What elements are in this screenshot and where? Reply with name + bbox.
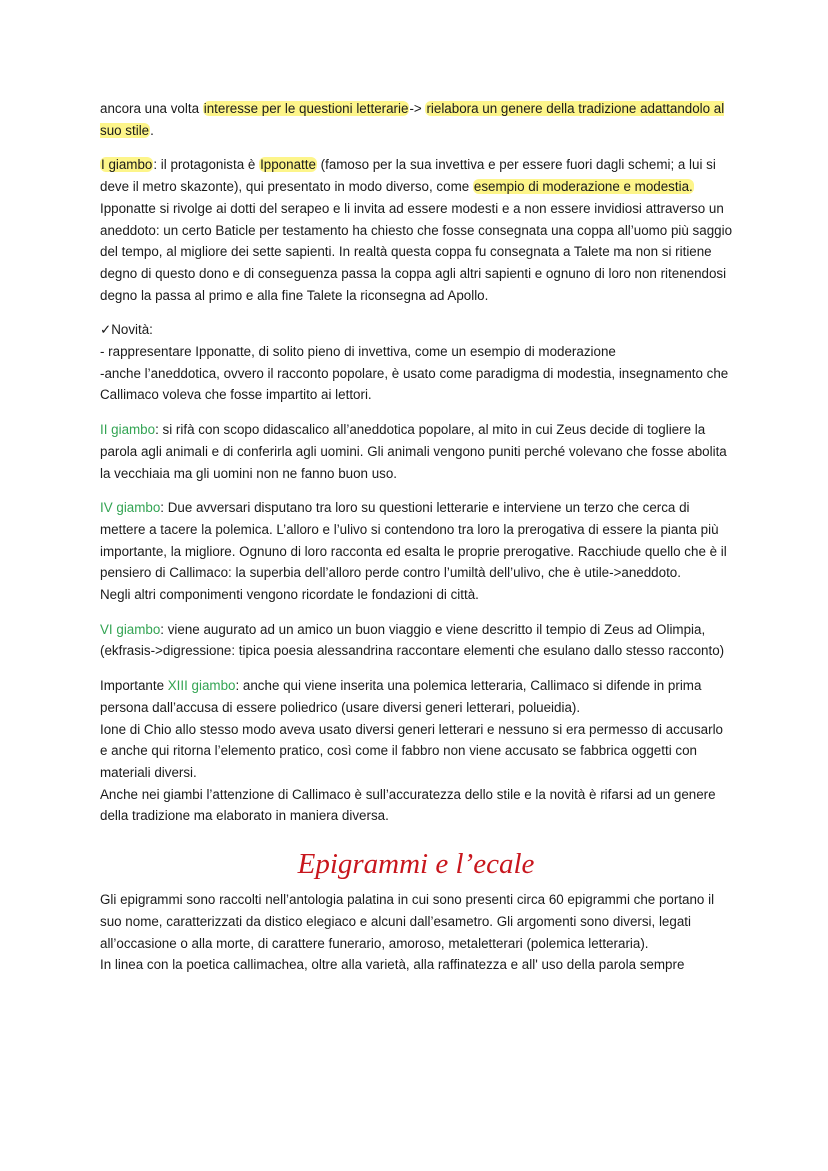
intro-text: ancora una volta	[100, 101, 203, 116]
highlight-rielabora: rielabora un genere della tradizione adattandolo al suo stile	[100, 101, 725, 138]
giambo-4-text: : Due avversari disputano tra loro su questioni letterarie e interviene un terzo che cerca di mettere a tacere la polemica. L’alloro e l’ulivo si contendono tra loro la prerogativa di essere la pianta più importante, la migliore. Ognuno di loro racconta ed esalta le proprie prerogative. Racchiude quello che è il pensiero di Callimaco: la superbia dell’alloro perde contro l’umiltà dell’ulivo, che è utile->aneddoto.	[100, 500, 727, 581]
giambo-13-paragraph	[100, 675, 732, 827]
section-title-wrap	[100, 847, 732, 881]
document-page	[100, 98, 732, 989]
highlight-moderazione: esempio di moderazione e modestia.	[473, 179, 693, 195]
giambo-1-text-b: (famoso per la sua invettiva e per essere fuori dagli schemi; a lui si deve il metro skazonte), qui presentato in modo diverso, come	[100, 157, 716, 195]
giambo-4-label: IV giambo	[100, 500, 161, 516]
epigrammi-line-2: In linea con la poetica callimachea, oltre alla varietà, alla raffinatezza e all' uso della parola sempre	[100, 957, 685, 973]
giambo-4-paragraph	[100, 497, 732, 606]
giambo-6-label: VI giambo	[100, 621, 161, 637]
giambo-1-label: I giambo	[101, 157, 153, 173]
epigrammi-text: Gli epigrammi sono raccolti nell’antologia palatina in cui sono presenti circa 60 epigrammi che portano il suo nome, caratterizzati da distico elegiaco e alcuni dall’esametro. Gli argomenti sono diversi, legati all’occasione o alla morte, di carattere funerario, amoroso, metaletterari (polemica letteraria).	[100, 892, 715, 951]
giambo-2-paragraph	[100, 419, 732, 484]
novita-paragraph	[100, 319, 732, 406]
giambo-2-label: II giambo	[100, 422, 156, 438]
giambo-6-paragraph	[100, 619, 732, 662]
giambo-6-text: : viene augurato ad un amico un buon viaggio e viene descritto il tempio di Zeus ad Olimpia, (ekfrasis->digressione: tipica poesia alessandrina raccontare elementi che esulano dallo stesso racconto)	[100, 621, 725, 659]
giambo-13-line-3: Anche nei giambi l’attenzione di Callimaco è sull’accuratezza dello stile e la novità è rifarsi ad un genere della tradizione ma elaborato in maniera diversa.	[100, 786, 716, 824]
giambo-1-text-c: Ipponatte si rivolge ai dotti del serapeo e li invita ad essere modesti e a non essere invidiosi attraverso un aneddoto: un certo Baticle per testamento ha chiesto che fosse consegnata una coppa all’uomo più saggio del tempo, al migliore dei sette sapienti. In realtà questa coppa fu consegnata a Talete ma non si ritiene degno di questo dono e di conseguenza passa la coppa agli altri sapienti e ognuno di loro non ritenendosi degno la passa al primo e alla fine Talete la riconsegna ad Apollo.	[100, 200, 733, 303]
intro-paragraph	[100, 98, 732, 141]
highlight-interesse: interesse per le questioni letterarie	[203, 101, 409, 116]
giambo-2-text: : si rifà con scopo didascalico all’aneddotica popolare, al mito in cui Zeus decide di togliere la parola agli animali e di conferirla agli uomini. Gli animali vengono puniti perché volevano che fosse abolita la vecchiaia ma gli uomini non ne fanno buon uso.	[100, 422, 727, 481]
giambo-1-text-a: : il protagonista è	[153, 157, 260, 173]
section-title: Epigrammi e l’ecale	[297, 848, 535, 881]
arrow-text: ->	[409, 101, 426, 116]
giambo-13-label: XIII giambo	[167, 678, 236, 694]
giambo-1-paragraph	[100, 154, 732, 306]
novita-line-2: -anche l’aneddotica, ovvero il racconto popolare, è usato come paradigma di modestia, insegnamento che Callimaco voleva che fosse impartito ai lettori.	[100, 365, 729, 403]
giambo-13-line-2: Ione di Chio allo stesso modo aveva usato diversi generi letterari e nessuno si era permesso di accusarlo e anche qui ritorna l’elemento pratico, così come il fabbro non viene accusato se fabbrica oggetti con materiali diversi.	[100, 721, 723, 780]
novita-heading: ✓Novità:	[100, 322, 153, 338]
novita-line-1: - rappresentare Ipponatte, di solito pieno di invettiva, come un esempio di moderazione	[100, 344, 616, 360]
period: .	[150, 122, 154, 138]
epigrammi-paragraph	[100, 889, 732, 976]
giambo-13-text: : anche qui viene inserita una polemica letteraria, Callimaco si difende in prima persona dall’accusa di essere poliedrico (usare diversi generi letterari, polueidia).	[100, 678, 702, 715]
giambo-4-extra: Negli altri componimenti vengono ricordate le fondazioni di città.	[100, 587, 479, 603]
giambo-13-pre: Importante	[100, 678, 168, 694]
highlight-ipponatte: Ipponatte	[260, 157, 316, 173]
